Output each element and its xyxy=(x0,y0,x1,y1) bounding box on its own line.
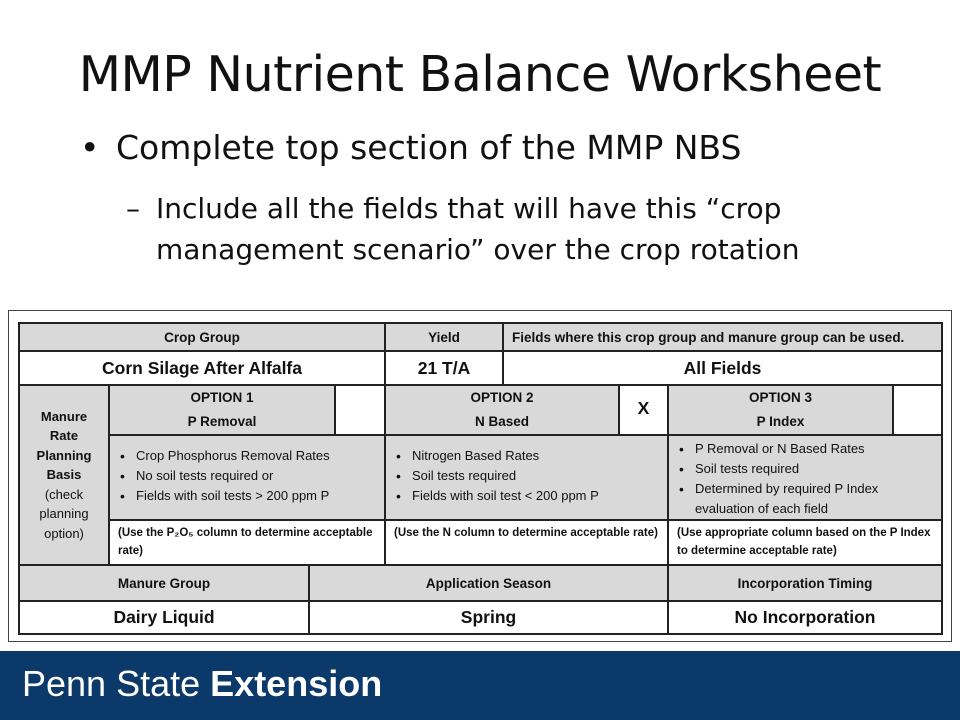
brand-bold: Extension xyxy=(210,663,383,704)
option-3-header xyxy=(669,386,894,436)
nutrient-balance-worksheet xyxy=(18,322,943,635)
list-item: • P Removal or N Based Rates xyxy=(679,439,937,459)
option-name: N Based xyxy=(474,414,530,429)
option-title: OPTION 3 xyxy=(748,390,812,405)
option-3-details xyxy=(669,436,941,521)
list-item: • Crop Phosphorus Removal Rates xyxy=(120,446,380,466)
list-item: • Fields with soil test < 200 ppm P xyxy=(396,486,663,506)
main-bullet-text: Complete top section of the MMP NBS xyxy=(116,128,742,167)
basis-line: Rate xyxy=(49,428,79,444)
list-item: • Nitrogen Based Rates xyxy=(396,446,663,466)
crop-group-header: Crop Group xyxy=(20,324,386,352)
manure-group-header: Manure Group xyxy=(20,566,310,602)
application-season-header: Application Season xyxy=(310,566,669,602)
incorporation-timing-value: No Incorporation xyxy=(734,607,876,627)
yield-header: Yield xyxy=(386,324,504,352)
option-2-note: (Use the N column to determine acceptable rate) xyxy=(386,521,669,566)
penn-state-extension-logo xyxy=(22,663,382,705)
footer-bar xyxy=(0,651,960,720)
basis-line: Basis xyxy=(46,467,82,483)
list-item: • Determined by required P Index evaluation of each field xyxy=(679,479,937,519)
manure-rate-planning-basis-label xyxy=(20,386,110,566)
option-2-header xyxy=(386,386,620,436)
option-3-note: (Use appropriate column based on the P Index to determine acceptable rate) xyxy=(669,521,941,566)
option-1-details xyxy=(110,436,386,521)
brand-regular: Penn State xyxy=(22,663,201,704)
fields-value: All Fields xyxy=(504,352,941,386)
manure-group-value: Dairy Liquid xyxy=(20,602,310,633)
sub-bullet-text: Include all the fields that will have this “crop management scenario” over the crop rotation xyxy=(156,192,800,266)
option-1-header xyxy=(110,386,336,436)
basis-line: (check xyxy=(44,486,84,502)
yield-value: 21 T/A xyxy=(386,352,504,386)
crop-group-value: Corn Silage After Alfalfa xyxy=(20,352,386,386)
option-1-checkbox[interactable] xyxy=(336,386,386,436)
slide-title: MMP Nutrient Balance Worksheet xyxy=(78,46,882,103)
fields-header: Fields where this crop group and manure group can be used. xyxy=(504,324,941,352)
option-name: P Index xyxy=(756,414,805,429)
sub-bullet-marker: – xyxy=(126,192,140,225)
option-1-note: (Use the P₂O₅ column to determine acceptable rate) xyxy=(110,521,386,566)
list-item: • Soil tests required xyxy=(679,459,937,479)
option-title: OPTION 2 xyxy=(470,390,534,405)
incorporation-timing-header: Incorporation Timing xyxy=(669,566,941,602)
option-2-checkbox[interactable]: X xyxy=(620,386,669,436)
option-3-checkbox[interactable] xyxy=(894,386,941,436)
option-2-details xyxy=(386,436,669,521)
option-name: P Removal xyxy=(187,414,257,429)
bullet-marker: • xyxy=(80,128,100,167)
list-item: • No soil tests required or xyxy=(120,466,380,486)
basis-line: option) xyxy=(44,525,84,541)
list-item: • Fields with soil tests > 200 ppm P xyxy=(120,486,380,506)
basis-line: Planning xyxy=(36,447,92,463)
list-item: • Soil tests required xyxy=(396,466,663,486)
application-season-value: Spring xyxy=(310,602,669,633)
basis-line: planning xyxy=(39,506,89,522)
option-title: OPTION 1 xyxy=(190,390,254,405)
basis-line: Manure xyxy=(40,408,88,424)
